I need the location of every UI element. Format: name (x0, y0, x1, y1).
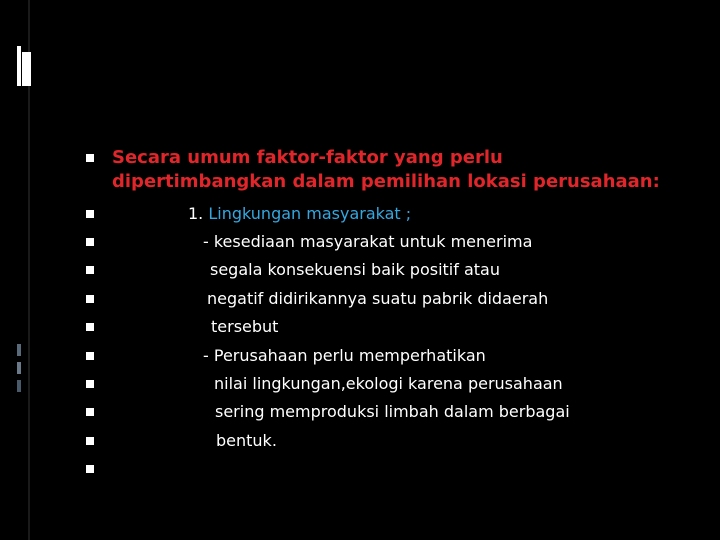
heading-line-1: Secara umum faktor-faktor yang perlu (112, 147, 503, 168)
bullet-square-icon (86, 323, 94, 331)
heading-line-2: dipertimbangkan dalam pemilihan lokasi perusahaan: (112, 171, 660, 192)
bullet-square-icon (86, 465, 94, 473)
decorative-bar (22, 52, 31, 86)
list-item: sering memproduksi limbah dalam berbagai (215, 402, 570, 421)
bullet-square-icon (86, 380, 94, 388)
list-item: negatif didirikannya suatu pabrik didaerah (207, 289, 549, 308)
item-number: 1. (188, 204, 209, 223)
list-item: - Perusahaan perlu memperhatikan (203, 346, 486, 365)
bullet-square-icon (86, 352, 94, 360)
list-item: - kesediaan masyarakat untuk menerima (203, 232, 533, 251)
bullet-square-icon (86, 266, 94, 274)
decorative-bar (17, 46, 21, 86)
bullet-square-icon (86, 238, 94, 246)
decorative-bar (17, 344, 21, 356)
bullet-square-icon (86, 295, 94, 303)
decorative-bar (17, 380, 21, 392)
list-item: tersebut (211, 317, 279, 336)
bullet-square-icon (86, 408, 94, 416)
bullet-square-icon (86, 437, 94, 445)
slide-heading (112, 146, 660, 194)
list-item: segala konsekuensi baik positif atau (210, 260, 500, 279)
decorative-bar (17, 362, 21, 374)
bullet-square-icon (86, 210, 94, 218)
list-item: nilai lingkungan,ekologi karena perusahaan (214, 374, 563, 393)
item-title: Lingkungan masyarakat ; (208, 204, 412, 223)
list-item (188, 204, 411, 224)
bullet-square-icon (86, 154, 94, 162)
list-item: bentuk. (216, 431, 277, 450)
